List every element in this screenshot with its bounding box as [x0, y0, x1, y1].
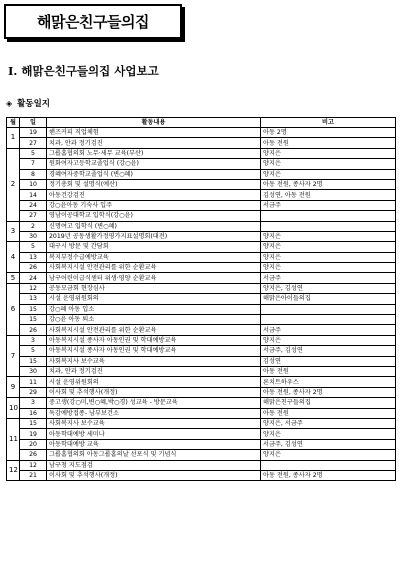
note-cell: 아동 전원 — [261, 138, 396, 148]
month-cell: 4 — [7, 242, 20, 273]
table-row — [7, 418, 396, 428]
note-cell: 아동 전원, 종사자 2명 — [261, 470, 396, 480]
month-cell: 7 — [7, 335, 20, 377]
content-cell: 강○혜 아동 입소 — [47, 304, 261, 314]
day-cell: 5 — [20, 346, 47, 356]
table-row — [7, 335, 396, 345]
table-row — [7, 450, 396, 460]
content-cell: 아동복지시설 종사자 아동인권 및 학대예방교육 — [47, 335, 261, 345]
table-row — [7, 148, 396, 158]
content-cell: 중고생(강○미,변○혜,박○경) 성교육 - 방문교육 — [47, 398, 261, 408]
content-cell: 정기총회 및 설명식(예산) — [47, 179, 261, 189]
day-cell: 15 — [20, 315, 47, 325]
table-row — [7, 200, 396, 210]
section-title: Ⅰ. 해맑은친구들의집 사업보고 — [8, 64, 159, 78]
note-cell: 서금주 — [261, 200, 396, 210]
note-cell: 양지은 — [261, 242, 396, 252]
note-cell — [261, 460, 396, 470]
note-cell: 양지은 — [261, 450, 396, 460]
table-row — [7, 231, 396, 241]
day-cell: 7 — [20, 159, 47, 169]
note-cell: 양지은, 김성연 — [261, 283, 396, 293]
content-cell: 아동학대예방 교육 — [47, 439, 261, 449]
day-cell: 24 — [20, 200, 47, 210]
content-cell: 아동건강검진 — [47, 190, 261, 200]
note-cell: 양지은 — [261, 252, 396, 262]
note-cell: 해맑은아이들의집 — [261, 294, 396, 304]
table-row — [7, 325, 396, 335]
day-cell: 26 — [20, 325, 47, 335]
table-row — [7, 159, 396, 169]
note-cell: 김성연 — [261, 356, 396, 366]
header-content: 활동내용 — [47, 118, 261, 128]
content-cell: 독감예방접종- 남부보건소 — [47, 408, 261, 418]
day-cell: 29 — [20, 387, 47, 397]
day-cell: 12 — [20, 283, 47, 293]
table-row — [7, 439, 396, 449]
day-cell: 13 — [20, 252, 47, 262]
month-cell: 6 — [7, 283, 20, 335]
note-cell: 양지은 — [261, 263, 396, 273]
table-row — [7, 315, 396, 325]
day-cell: 19 — [20, 128, 47, 138]
day-cell: 5 — [20, 242, 47, 252]
note-cell: 아동 전원 — [261, 366, 396, 376]
note-cell: 양지은 — [261, 231, 396, 241]
day-cell: 15 — [20, 304, 47, 314]
table-row — [7, 190, 396, 200]
day-cell: 30 — [20, 366, 47, 376]
day-cell: 15 — [20, 356, 47, 366]
note-cell: 서금주, 김성연 — [261, 346, 396, 356]
table-row — [7, 283, 396, 293]
day-cell: 30 — [20, 231, 47, 241]
table-row — [7, 242, 396, 252]
note-cell: 아동 전원 — [261, 408, 396, 418]
month-cell: 11 — [7, 418, 20, 460]
content-cell: 사회복지시설 안전관리를 위한 순환교육 — [47, 263, 261, 273]
note-cell — [261, 211, 396, 221]
content-cell: 영남이공대학교 입학식(강○윤) — [47, 211, 261, 221]
day-cell: 8 — [20, 169, 47, 179]
table-row — [7, 211, 396, 221]
day-cell: 14 — [20, 190, 47, 200]
table-row — [7, 460, 396, 470]
table-row — [7, 408, 396, 418]
table-body — [7, 128, 396, 481]
table-row — [7, 304, 396, 314]
day-cell: 11 — [20, 377, 47, 387]
day-cell: 27 — [20, 211, 47, 221]
content-cell: 시설 운영위원회의 — [47, 377, 261, 387]
content-cell: 신명여고 입학식 (변○혜) — [47, 221, 261, 231]
day-cell: 19 — [20, 429, 47, 439]
note-cell: 서금주 — [261, 325, 396, 335]
month-cell: 2 — [7, 148, 20, 221]
table-row — [7, 128, 396, 138]
table-row — [7, 221, 396, 231]
day-cell: 13 — [20, 294, 47, 304]
day-cell: 15 — [20, 418, 47, 428]
table-row — [7, 138, 396, 148]
table-row — [7, 470, 396, 480]
day-cell: 5 — [20, 148, 47, 158]
content-cell: 남구청 지도점검 — [47, 460, 261, 470]
content-cell: 사회복지사 보수교육 — [47, 356, 261, 366]
note-cell: 양지은 — [261, 429, 396, 439]
month-cell: 3 — [7, 221, 20, 242]
activity-log-table — [6, 117, 396, 481]
day-cell: 21 — [20, 470, 47, 480]
note-cell — [261, 315, 396, 325]
note-cell: 해맑은친구들의집 — [261, 398, 396, 408]
table-row — [7, 429, 396, 439]
day-cell: 16 — [20, 408, 47, 418]
content-cell: 이사회 및 추석행사(개정) — [47, 387, 261, 397]
day-cell: 26 — [20, 263, 47, 273]
day-cell: 3 — [20, 335, 47, 345]
table-row — [7, 179, 396, 189]
table-row — [7, 387, 396, 397]
note-cell: 서금주 — [261, 273, 396, 283]
day-cell: 26 — [20, 450, 47, 460]
content-cell: 대구시 방문 및 간담회 — [47, 242, 261, 252]
day-cell: 2 — [20, 221, 47, 231]
note-cell: 양지은, 서금주 — [261, 418, 396, 428]
content-cell: 2019년 공동생활가정평가지표설명회(대전) — [47, 231, 261, 241]
table-row — [7, 356, 396, 366]
page-title: 해맑은친구들의집 — [37, 13, 149, 31]
content-cell: 아동복지시설 종사자 아동인권 및 학대예방교육 — [47, 346, 261, 356]
table-row — [7, 263, 396, 273]
content-cell: 경혜여자중학교졸업식 (변○혜) — [47, 169, 261, 179]
day-cell: 3 — [20, 398, 47, 408]
content-cell: 핸즈커피 직업체험 — [47, 128, 261, 138]
month-cell: 10 — [7, 398, 20, 419]
table-row — [7, 346, 396, 356]
month-cell: 5 — [7, 273, 20, 283]
note-cell: 아동 전원, 종사자 2명 — [261, 387, 396, 397]
content-cell: 이사회 및 추석행사(개정) — [47, 470, 261, 480]
note-cell — [261, 221, 396, 231]
content-cell: 치과, 안과 정기검진 — [47, 138, 261, 148]
note-cell: 서금주, 김성연 — [261, 439, 396, 449]
note-cell: 양지은 — [261, 159, 396, 169]
header-note: 비고 — [261, 118, 396, 128]
table-row — [7, 252, 396, 262]
table-row — [7, 273, 396, 283]
table-row — [7, 377, 396, 387]
diamond-bullet-icon: ◈ — [6, 98, 13, 108]
content-cell: 원화여자고등학교졸업식 (강○윤) — [47, 159, 261, 169]
month-cell: 1 — [7, 128, 20, 149]
note-cell: 김성연, 아동 전원 — [261, 190, 396, 200]
content-cell: 강○윤아동 기숙사 입주 — [47, 200, 261, 210]
table-header-row — [7, 118, 396, 128]
content-cell: 사회복지시설 안전관리를 위한 순환교육 — [47, 325, 261, 335]
note-cell: 양지은 — [261, 148, 396, 158]
note-cell: 론치트하우스 — [261, 377, 396, 387]
note-cell — [261, 304, 396, 314]
table-row — [7, 366, 396, 376]
month-cell: 12 — [7, 460, 20, 481]
content-cell: 복지부정수급예방교육 — [47, 252, 261, 262]
content-cell: 아동학대예방 세미나 — [47, 429, 261, 439]
note-cell: 양지은 — [261, 169, 396, 179]
page-title-box — [4, 4, 182, 39]
content-cell: 그룹홈협의회 아동그룹홈의날 선포식 및 기념식 — [47, 450, 261, 460]
day-cell: 12 — [20, 460, 47, 470]
content-cell: 남구어린이급식센터 위생·영양 순환교육 — [47, 273, 261, 283]
day-cell: 27 — [20, 138, 47, 148]
table-row — [7, 294, 396, 304]
note-cell: 아동 전원, 종사자 2명 — [261, 179, 396, 189]
content-cell: 그룹홈협의회 노무·세무 교육(부산) — [47, 148, 261, 158]
table-row — [7, 398, 396, 408]
header-month: 월 — [7, 118, 20, 128]
content-cell: 치과, 안과 정기검진 — [47, 366, 261, 376]
content-cell: 시설 운영위원회의 — [47, 294, 261, 304]
note-cell: 아동 2명 — [261, 128, 396, 138]
subsection-heading — [6, 97, 50, 109]
month-cell: 9 — [7, 377, 20, 398]
note-cell: 양지은 — [261, 335, 396, 345]
header-day: 일 — [20, 118, 47, 128]
content-cell: 공동모금회 현장심사 — [47, 283, 261, 293]
content-cell: 강○윤 아동 퇴소 — [47, 315, 261, 325]
day-cell: 20 — [20, 439, 47, 449]
day-cell: 24 — [20, 273, 47, 283]
content-cell: 사회복지사 보수교육 — [47, 418, 261, 428]
day-cell: 10 — [20, 179, 47, 189]
table-row — [7, 169, 396, 179]
subsection-title: 활동일지 — [17, 99, 51, 109]
